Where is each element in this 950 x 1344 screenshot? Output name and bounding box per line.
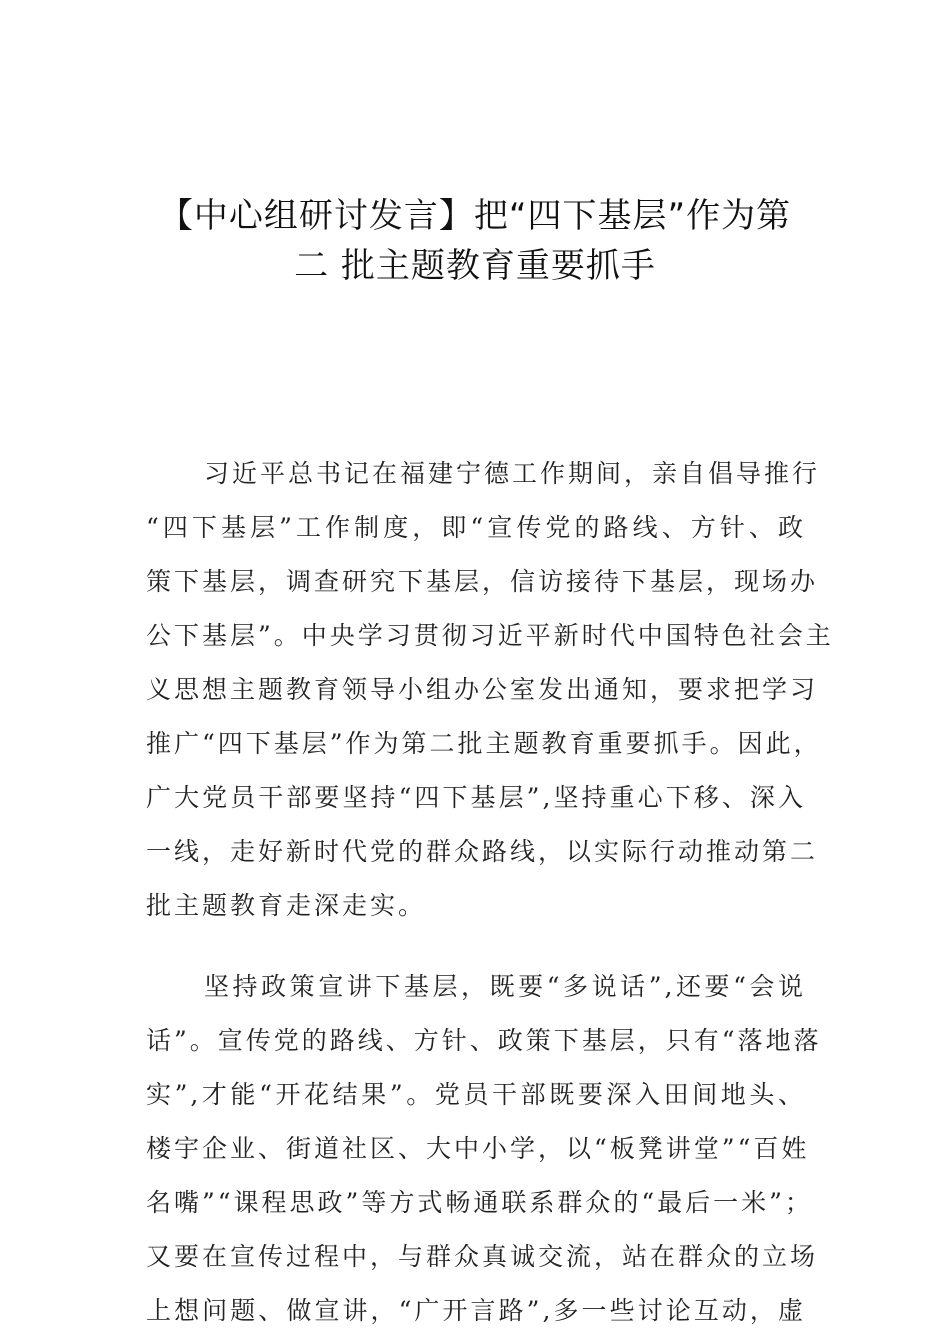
paragraph-line: 上想问题、做宣讲，“广开言路”,多一些讨论互动，虚	[146, 1296, 806, 1325]
paragraph-line: 策下基层，调查研究下基层，信访接待下基层，现场办	[146, 567, 819, 596]
document-title-line-2: 二 批主题教育重要抓手	[294, 246, 656, 286]
document-title-line-1: 【中心组研讨发言】把“四下基层”作为第	[158, 196, 792, 236]
paragraph-line: 批主题教育走深走实。	[146, 891, 427, 920]
paragraph-line: 公下基层”。中央学习贯彻习近平新时代中国特色社会主	[146, 621, 834, 650]
paragraph-line: 又要在宣传过程中，与群众真诚交流，站在群众的立场	[146, 1242, 819, 1271]
paragraph-1	[146, 447, 834, 933]
paragraph-line: 推广“四下基层”作为第二批主题教育重要抓手。因此，	[146, 729, 822, 758]
paragraph-line: 楼宇企业、街道社区、大中小学，以“板凳讲堂”“百姓	[146, 1134, 810, 1163]
paragraph-line: “四下基层”工作制度，即“宣传党的路线、方针、政	[146, 513, 806, 542]
paragraph-line: 一线，走好新时代党的群众路线，以实际行动推动第二	[146, 837, 819, 866]
paragraph-line: 名嘴”“课程思政”等方式畅通联系群众的“最后一米”；	[146, 1188, 813, 1217]
paragraph-line: 习近平总书记在福建宁德工作期间，亲自倡导推行	[204, 459, 821, 488]
paragraph-line: 话”。宣传党的路线、方针、政策下基层，只有“落地落	[146, 1026, 822, 1055]
paragraph-2	[146, 960, 822, 1338]
paragraph-line: 坚持政策宣讲下基层，既要“多说话”,还要“会说	[204, 972, 806, 1001]
paragraph-line: 义思想主题教育领导小组办公室发出通知，要求把学习	[146, 675, 819, 704]
paragraph-line: 实”,才能“开花结果”。党员干部既要深入田间地头、	[146, 1080, 806, 1109]
paragraph-line: 广大党员干部要坚持“四下基层”,坚持重心下移、深入	[146, 783, 806, 812]
